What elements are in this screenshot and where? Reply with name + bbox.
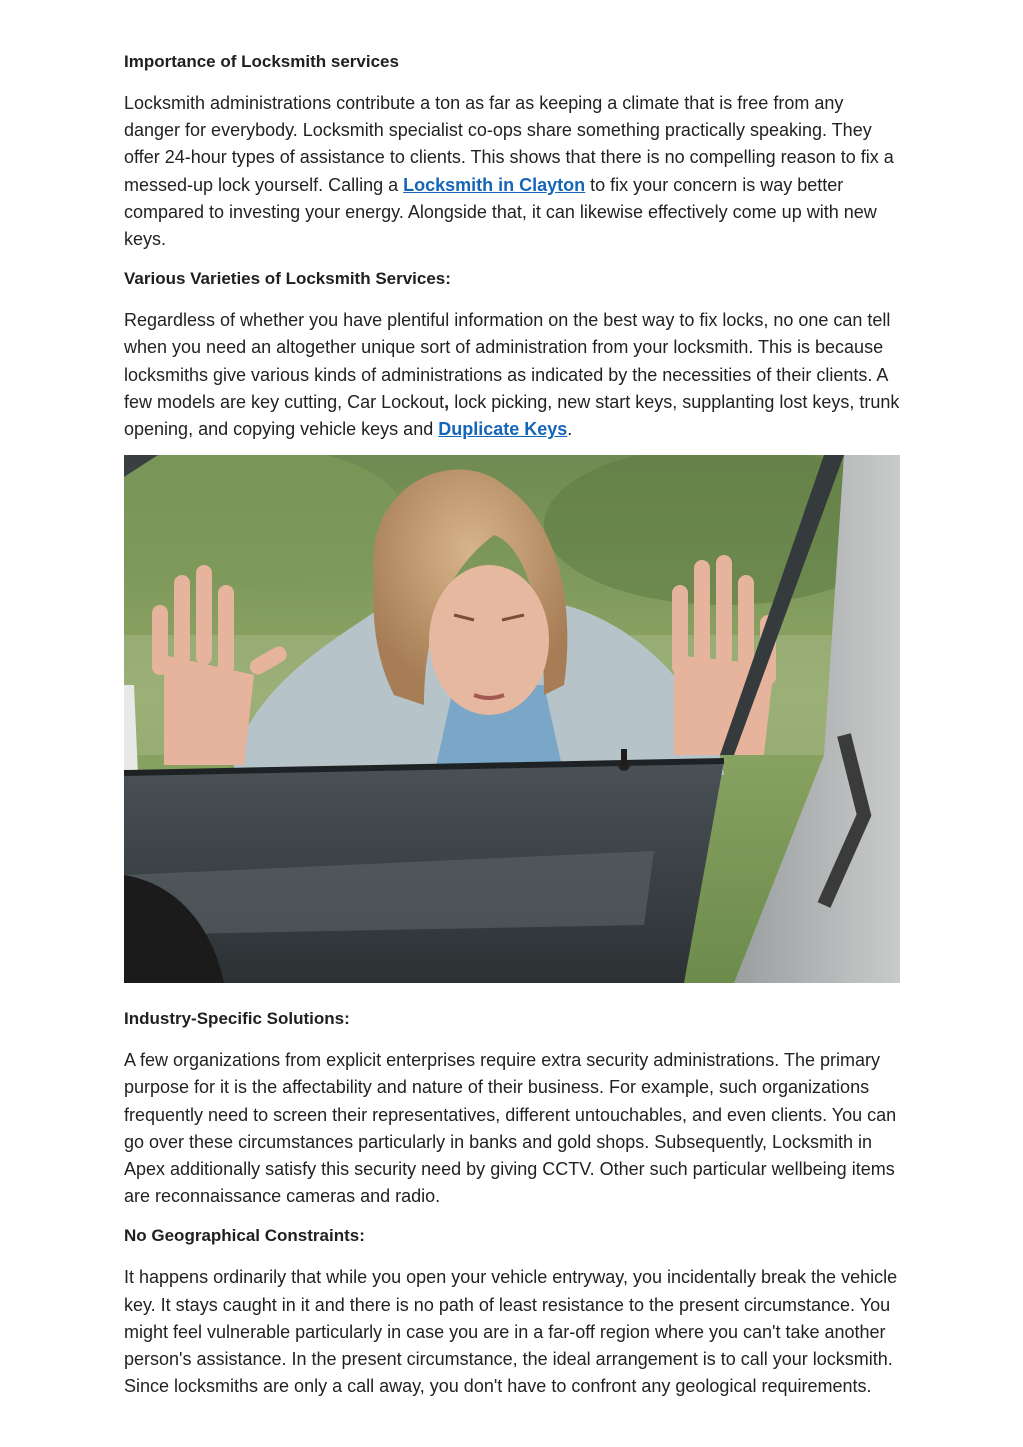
heading-industry-solutions: Industry-Specific Solutions:: [124, 1009, 350, 1029]
bold-comma: ,: [444, 391, 450, 412]
paragraph-text: Locksmith administrations contribute a ton as far as keeping a climate that is free from any danger for everybody. Locksmith specialist co-ops share something practically speaking. They offer 24-hour types of assistance to clients. This shows that there is no compelling reason to fix a messed-up lock yourself. Calling a: [124, 93, 894, 195]
heading-geographical-constraints: No Geographical Constraints:: [124, 1226, 365, 1246]
link-locksmith-in-clayton[interactable]: Locksmith in Clayton: [403, 174, 586, 195]
paragraph-geographical-constraints: It happens ordinarily that while you open your vehicle entryway, you incidentally break the vehicle key. It stays caught in it and there is no path of least resistance to the present circumstance. You might feel vulnerable particularly in case you are in a far-off region where you can't take another person's assistance. In the present circumstance, the ideal arrangement is to call your locksmith. Since locksmiths are only a call away, you don't have to confront any geological requirements.: [124, 1267, 898, 1397]
paragraph-industry-solutions: A few organizations from explicit enterprises require extra security administrations. The primary purpose for it is the affectability and nature of their business. For example, such organizations frequently need to screen their representatives, different untouchables, and even clients. You can go over these circumstances particularly in banks and gold shops. Subsequently, Locksmith in Apex additionally satisfy this security need by giving CCTV. Other such particular wellbeing items are reconnaissance cameras and radio.: [124, 1050, 897, 1207]
paragraph-importance: [124, 90, 904, 253]
paragraph-text: lock picking, new start keys, supplanting lost keys, trunk opening, and copying vehicle keys and: [124, 391, 900, 440]
document-page: [124, 48, 904, 1412]
car-lockout-text: Car Lockout: [347, 391, 445, 412]
photo-woman-locked-out-of-car: [124, 455, 900, 983]
photo-illustration: [124, 455, 900, 983]
heading-varieties: Various Varieties of Locksmith Services:: [124, 269, 451, 289]
paragraph-text: .: [567, 419, 573, 440]
paragraph-text: Regardless of whether you have plentiful information on the best way to fix locks, no one can tell when you need an altogether unique sort of administration from your locksmith. This is because locksmiths give various kinds of administrations as indicated by the necessities of their clients. A few models are key cutting,: [124, 310, 891, 412]
paragraph-text: to fix your concern is way better compared to investing your energy. Alongside that, it can likewise effectively come up with new keys.: [124, 174, 877, 250]
paragraph-varieties: [124, 307, 904, 443]
link-duplicate-keys[interactable]: Duplicate Keys: [438, 419, 568, 440]
heading-importance: Importance of Locksmith services: [124, 52, 399, 71]
